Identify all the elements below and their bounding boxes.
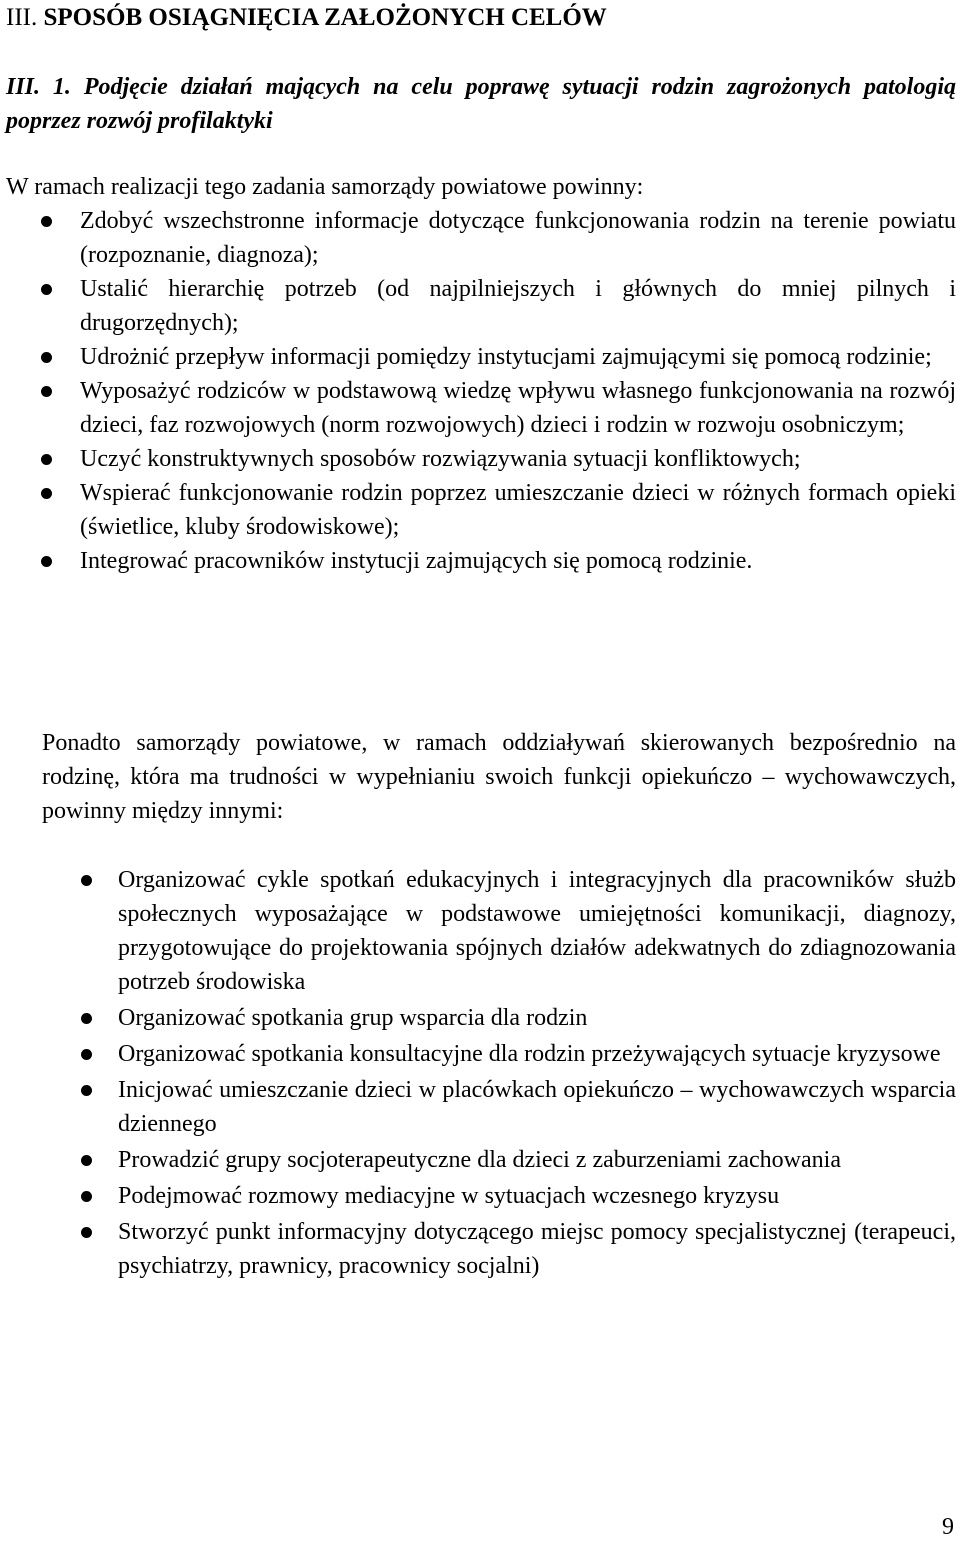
- list-item-text: Zdobyć wszechstronne informacje dotyczące funkcjonowania rodzin na terenie powiatu (rozpoznanie, diagnoza);: [80, 208, 956, 268]
- bullet-icon: [81, 1049, 92, 1060]
- bullet-icon: [81, 1013, 92, 1024]
- list-item-text: Uczyć konstruktywnych sposobów rozwiązywania sytuacji konfliktowych;: [80, 446, 801, 472]
- bullet-icon: [41, 352, 52, 363]
- page-number: 9: [942, 1514, 954, 1540]
- list-item-text: Organizować spotkania konsultacyjne dla rodzin przeżywających sytuacje kryzysowe: [118, 1041, 941, 1067]
- list-item: [0, 1143, 956, 1177]
- list-item-text: Organizować cykle spotkań edukacyjnych i integracyjnych dla pracowników służb społecznych wyposażające w podstawowe umiejętności komunikacji, diagnozy, przygotowujące do projektowania spójnych działów adekwatnych do zdiagnozowania potrzeb środowiska: [118, 867, 956, 995]
- subsection-heading: III. 1. Podjęcie działań mających na celu poprawę sytuacji rodzin zagrożonych patologią poprzez rozwój profilaktyki: [6, 74, 956, 134]
- list-item: [0, 340, 956, 374]
- list-item-text: Integrować pracowników instytucji zajmujących się pomocą rodzinie.: [80, 548, 753, 574]
- bullet-icon: [81, 875, 92, 886]
- list-item: [0, 544, 956, 578]
- list-item-text: Podejmować rozmowy mediacyjne w sytuacjach wczesnego kryzysu: [118, 1183, 780, 1209]
- list-item-text: Udrożnić przepływ informacji pomiędzy instytucjami zajmującymi się pomocą rodzinie;: [80, 344, 932, 370]
- bullet-icon: [41, 216, 52, 227]
- list-item-text: Prowadzić grupy socjoterapeutyczne dla dzieci z zaburzeniami zachowania: [118, 1147, 841, 1173]
- bullet-icon: [81, 1227, 92, 1238]
- bullet-icon: [41, 454, 52, 465]
- bullet-icon: [41, 284, 52, 295]
- list-item: [0, 204, 956, 272]
- list-item-text: Wyposażyć rodziców w podstawową wiedzę wpływu własnego funkcjonowania na rozwój dzieci, faz rozwojowych (norm rozwojowych) dzieci i rodzin w rozwoju osobniczym;: [80, 378, 956, 438]
- list-item: [0, 1179, 956, 1213]
- section-title: SPOSÓB OSIĄGNIĘCIA ZAŁOŻONYCH CELÓW: [43, 4, 607, 31]
- tasks-list: [0, 204, 956, 578]
- list-item-text: Organizować spotkania grup wsparcia dla rodzin: [118, 1005, 588, 1031]
- section-heading: [6, 2, 607, 34]
- list-item: [0, 476, 956, 544]
- actions-list: [0, 863, 956, 1285]
- list-item: [0, 1073, 956, 1141]
- bullet-icon: [41, 556, 52, 567]
- list-item: [0, 272, 956, 340]
- bullet-icon: [81, 1191, 92, 1202]
- intro-text: W ramach realizacji tego zadania samorządy powiatowe powinny:: [6, 174, 644, 200]
- bullet-icon: [41, 386, 52, 397]
- section-number: III.: [6, 4, 38, 31]
- body-paragraph: Ponadto samorządy powiatowe, w ramach oddziaływań skierowanych bezpośrednio na rodzinę, która ma trudności w wypełnianiu swoich funkcji opiekuńczo – wychowawczych, powinny między innymi:: [42, 730, 956, 824]
- list-item: [0, 863, 956, 999]
- list-item: [0, 374, 956, 442]
- list-item-text: Ustalić hierarchię potrzeb (od najpilniejszych i głównych do mniej pilnych i drugorzędnych);: [80, 276, 956, 336]
- bullet-icon: [41, 488, 52, 499]
- list-item-text: Wspierać funkcjonowanie rodzin poprzez umieszczanie dzieci w różnych formach opieki (świetlice, kluby środowiskowe);: [80, 480, 956, 540]
- list-item: [0, 1037, 956, 1071]
- bullet-icon: [81, 1085, 92, 1096]
- list-item: [0, 442, 956, 476]
- list-item-text: Inicjować umieszczanie dzieci w placówkach opiekuńczo – wychowawczych wsparcia dziennego: [118, 1077, 956, 1137]
- bullet-icon: [81, 1155, 92, 1166]
- list-item: [0, 1215, 956, 1283]
- list-item-text: Stworzyć punkt informacyjny dotyczącego miejsc pomocy specjalistycznej (terapeuci, psychiatrzy, prawnicy, pracownicy socjalni): [118, 1219, 956, 1279]
- list-item: [0, 1001, 956, 1035]
